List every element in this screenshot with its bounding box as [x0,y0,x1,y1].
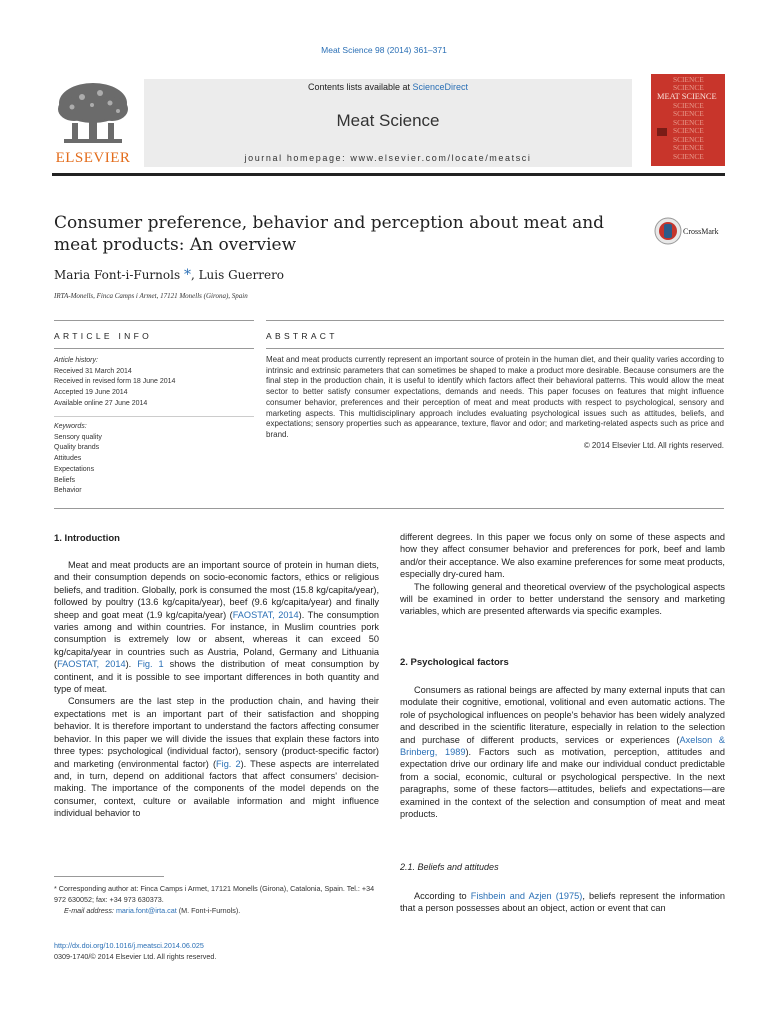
paragraph: Meat and meat products are an important source of protein in human diets, and their consumption depends on socio-economic factors, ethics or religious beliefs, and tradition. Globally, pork is consumed the most (15.8 kg/capita/year), followed by poultry (13.6 kg/capita/year), beef (9.6 kg/capita/year) and finally sheep and goat meat (1.9 kg/capita/year) (FAOSTAT, 2014). The consumption varies among and within countries. For instance, in Muslim countries pork consumption is extremely low or absent, whereas it can exceed 50 kg/capita/year in countries such as Austria, Poland, Germany and Lithuania (FAOSTAT, 2014). Fig. 1 shows the distribution of meat consumption by continent, and it is possible to see important differences in both quantity and type of meat. [54,560,379,695]
psych-section [400,684,725,820]
journal-cover-thumbnail[interactable] [651,74,725,166]
corresponding-author-note: * Corresponding author at: Finca Camps i Armet, 17121 Monells (Girona), Catalonia, Spain. Tel.: +34 972 630052; fax: +34 973 630373. [54,884,375,904]
citation-link[interactable]: Axelson & Brinberg, 1989 [400,734,725,758]
crossmark-icon [654,216,682,246]
divider [266,348,724,349]
history-item: Accepted 19 June 2014 [54,389,128,397]
cover-line: MEAT SCIENCE [657,92,717,101]
history-item: Received 31 March 2014 [54,367,132,375]
right-column [400,531,725,618]
journal-name: Meat Science [336,111,440,130]
cover-line: SCIENCE [673,143,704,152]
section-heading: 1. Introduction [54,533,120,544]
cover-emblem-icon [657,128,667,136]
subsection-heading: 2.1. Beliefs and attitudes [400,862,499,872]
corresponding-author-mark[interactable]: * [183,267,191,283]
divider [54,508,724,509]
header-rule [52,173,725,176]
doi-link[interactable]: http://dx.doi.org/10.1016/j.meatsci.2014.06.025 [54,941,204,950]
paragraph: Consumers are the last step in the production chain, and having their expectations met is an important part of their satisfaction and shopping behavior. It is therefore important to understand the factors affecting consumer behavior. In this paper we will divide the issues that explain these factors into three types: psychological (individual factor), sensory (product-specific factor) and marketing (environmental factor) (Fig. 2). These aspects are interrelated and, in turn, depend on additional factors that affect consumers' decision-making. The importance of the components of the model depends on the consumer, context, culture or available information and might influence individual behavior to [54,696,379,819]
affiliation: IRTA-Monells, Finca Camps i Armet, 17121 Monells (Girona), Spain [54,292,248,300]
footnote-rule [54,876,164,877]
sciencedirect-link[interactable]: ScienceDirect [412,82,469,92]
divider [54,348,254,349]
divider [54,320,254,321]
email-label: E-mail address: [64,906,116,915]
article-history [54,356,254,410]
abstract-body [266,355,724,451]
abstract-copyright: © 2014 Elsevier Ltd. All rights reserved. [583,440,724,450]
elsevier-wordmark: ELSEVIER [55,150,131,166]
figure-link[interactable]: Fig. 2 [216,758,241,769]
keyword: Beliefs [54,476,76,484]
citation-link[interactable]: Fishbein and Azjen (1975) [470,891,583,901]
journal-reference[interactable]: Meat Science 98 (2014) 361–371 [321,45,447,55]
history-item: Received in revised form 18 June 2014 [54,378,176,386]
paragraph: Consumers as rational beings are affected by many external inputs that can modulate their cognitive, emotional, volitional and even automatic actions. The role of psychological influences on people's behavior has been widely analyzed and described in the scientific literature, especially in relation to the selection and purchase of different products, services or experiences (Axelson & Brinberg, 1989). Factors such as motivation, perception, attitudes and expectation drive our ordinary life and make our individual conduct predictable from a social, economic, cultural or psychological perspective. In the next paragraphs, some of these factors—attitudes, beliefs and expectations—are examined in the context of the selection and consumption of meat and meat products. [400,685,725,820]
email-link[interactable]: maria.font@irta.cat [115,906,177,915]
cover-line: SCIENCE [673,109,704,118]
keywords-label: Keywords: [54,423,87,430]
doi-block [54,940,216,962]
keyword: Attitudes [54,455,82,463]
cover-line: SCIENCE [673,152,704,161]
section-heading: 2. Psychological factors [400,657,509,668]
cover-line: SCIENCE [673,101,704,110]
author-name[interactable]: Maria Font-i-Furnols [54,268,184,282]
keyword: Sensory quality [54,433,102,441]
cover-line: SCIENCE [673,126,704,135]
keyword: Quality brands [54,444,100,452]
keyword: Expectations [54,465,95,473]
journal-homepage[interactable]: journal homepage: www.elsevier.com/locate/meatsci [244,153,532,163]
figure-link[interactable]: Fig. 1 [137,659,164,670]
abstract-heading: ABSTRACT [266,331,338,341]
keyword: Behavior [54,487,82,495]
history-label: Article history: [54,357,98,364]
citation-link[interactable]: FAOSTAT, 2014 [232,609,299,620]
paragraph: According to Fishbein and Azjen (1975), beliefs represent the information that a person possesses about an object, action or event that can [400,891,726,914]
divider [266,320,724,321]
article-info-heading: ARTICLE INFO [54,331,153,341]
beliefs-section [400,890,725,915]
intro-column [54,559,379,820]
divider [54,416,254,417]
contents-prefix: Contents lists available at [307,82,413,92]
cover-line: SCIENCE [673,118,704,127]
author-list [54,267,284,283]
abstract-text: Meat and meat products currently represent an important source of protein in the human diet, and their quality varies according to intrinsic and extrinsic parameters that can sometimes be shaped to make a product more desirable. Because consumers are the final step in the production chain, it is useful to identify which factors affect their behavioral patterns. This would allow the meat sector to better satisfy consumer expectations, demands and needs. This paper focuses on features that might influence consumer behavior, preferences and their perception of meat and meat products with respect to psychological, sensory and marketing aspects. This multidisciplinary approach includes evaluating psychological issues such as attitudes, beliefs, and expectations; sensory properties such as appearance, texture, flavor and odor; and marketing-related aspects such as price and brand. [266,355,724,439]
paragraph: different degrees. In this paper we focus only on some of these aspects and how they affect consumer behavior and preferences for pork, beef and lamb and/or their acceptance. We also examine preferences for some meat products, especially dry-cured ham. [400,532,725,580]
cover-line: SCIENCE [673,75,704,84]
history-item: Available online 27 June 2014 [54,399,148,407]
crossmark-label: CrossMark [683,227,719,236]
paragraph: The following general and theoretical overview of the psychological aspects will be examined in order to better understand the sensory and marketing variables, which are presented afterwards via specific examples. [400,581,725,617]
cover-line: SCIENCE [673,135,704,144]
cover-line: SCIENCE [673,83,704,92]
keywords [54,422,254,497]
footnote: * Corresponding author at: Finca Camps i Armet, 17121 Monells (Girona), Catalonia, Spain. Tel.: +34 972 630052; fax: +34 973 630373. E-mail address: maria.font@irta.cat (M. Font-i-Furnols). [54,883,379,916]
citation-link[interactable]: FAOSTAT, 2014 [57,659,126,670]
contents-line [144,82,632,92]
issn-line: 0309-1740/© 2014 Elsevier Ltd. All rights reserved. [54,952,217,961]
article-title: Consumer preference, behavior and perception about meat and meat products: An overview [54,213,605,255]
author-name[interactable]: , Luis Guerrero [190,268,285,282]
